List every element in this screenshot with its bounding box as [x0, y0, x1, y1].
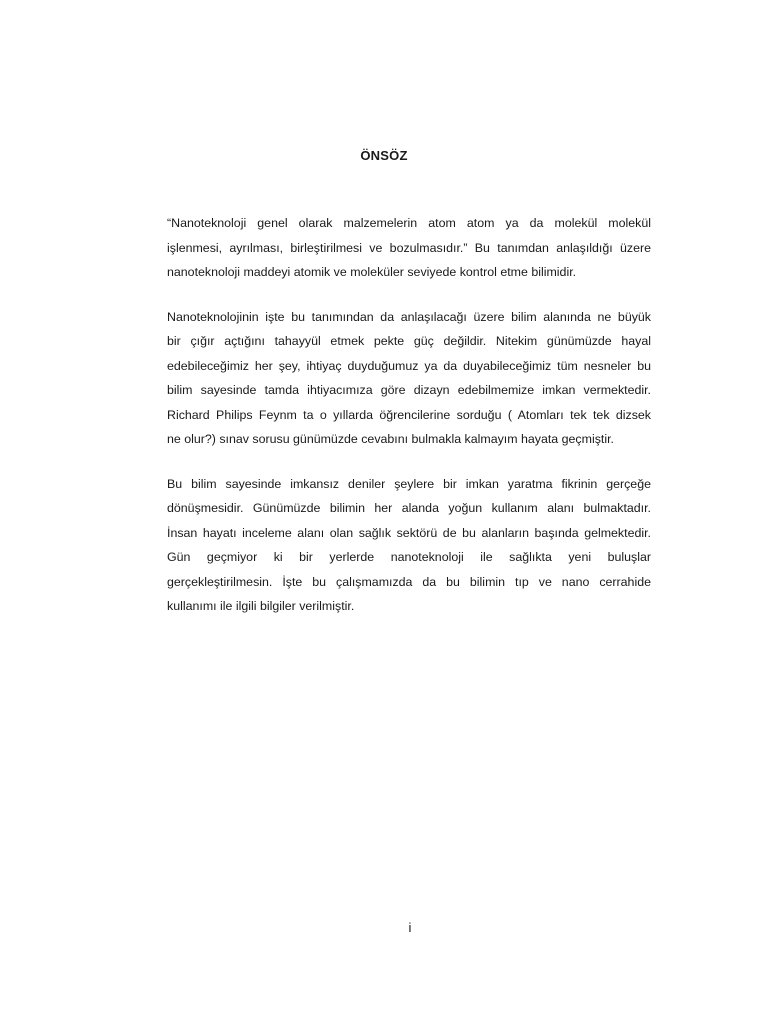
page-number: i	[408, 920, 412, 935]
paragraph-line: ne olur?) sınav sorusu günümüzde cevabını bulmakla kalmayım hayata geçmiştir.	[167, 432, 614, 446]
body-text	[167, 211, 651, 639]
paragraph-line: nanoteknoloji maddeyi atomik ve moleküler seviyede kontrol etme bilimidir.	[167, 265, 577, 279]
paragraph-line: dönüşmesidir. Günümüzde bilimin her alanda yoğun kullanım alanı bulmaktadır.	[167, 501, 651, 515]
paragraph-line: İnsan hayatı inceleme alanı olan sağlık sektörü de bu alanların başında gelmektedir.	[167, 525, 651, 540]
paragraph-line: Gün geçmiyor ki bir yerlerde nanoteknoloji ile sağlıkta yeni buluşlar	[167, 550, 651, 564]
paragraph-line: edebileceğimiz her şey, ihtiyaç duyduğumuz ya da duyabileceğimiz tüm nesneler bu	[167, 358, 651, 373]
paragraph-line: Bu bilim sayesinde imkansız deniler şeylere bir imkan yaratma fikrinin gerçeğe	[167, 476, 651, 491]
paragraph-line: işlenmesi, ayrılması, birleştirilmesi ve bozulmasıdır.” Bu tanımdan anlaşıldığı üzere	[167, 240, 651, 255]
paragraph-line: bir çığır açtığını tahayyül etmek pekte güç değildir. Nitekim günümüzde hayal	[167, 334, 651, 348]
paragraph-line: Richard Philips Feynm ta o yıllarda öğrencilerine sorduğu ( Atomları tek tek dizsek	[167, 407, 651, 422]
paragraph-line: “Nanoteknoloji genel olarak malzemelerin atom atom ya da molekül molekül	[167, 216, 651, 230]
paragraph-line: bilim sayesinde tamda ihtiyacımıza göre dizayn edebilmemize imkan vermektedir.	[167, 383, 651, 397]
paragraph-line: gerçekleştirilmesin. İşte bu çalışmamızda da bu bilimin tıp ve nano cerrahide	[167, 574, 651, 589]
paragraph-2	[167, 305, 651, 452]
paragraph-1	[167, 211, 651, 285]
paragraph-3	[167, 472, 651, 619]
page-title: ÖNSÖZ	[360, 148, 408, 163]
paragraph-line: kullanımı ile ilgili bilgiler verilmiştir.	[167, 599, 355, 613]
paragraph-line: Nanoteknolojinin işte bu tanımından da anlaşılacağı üzere bilim alanında ne büyük	[167, 309, 651, 324]
